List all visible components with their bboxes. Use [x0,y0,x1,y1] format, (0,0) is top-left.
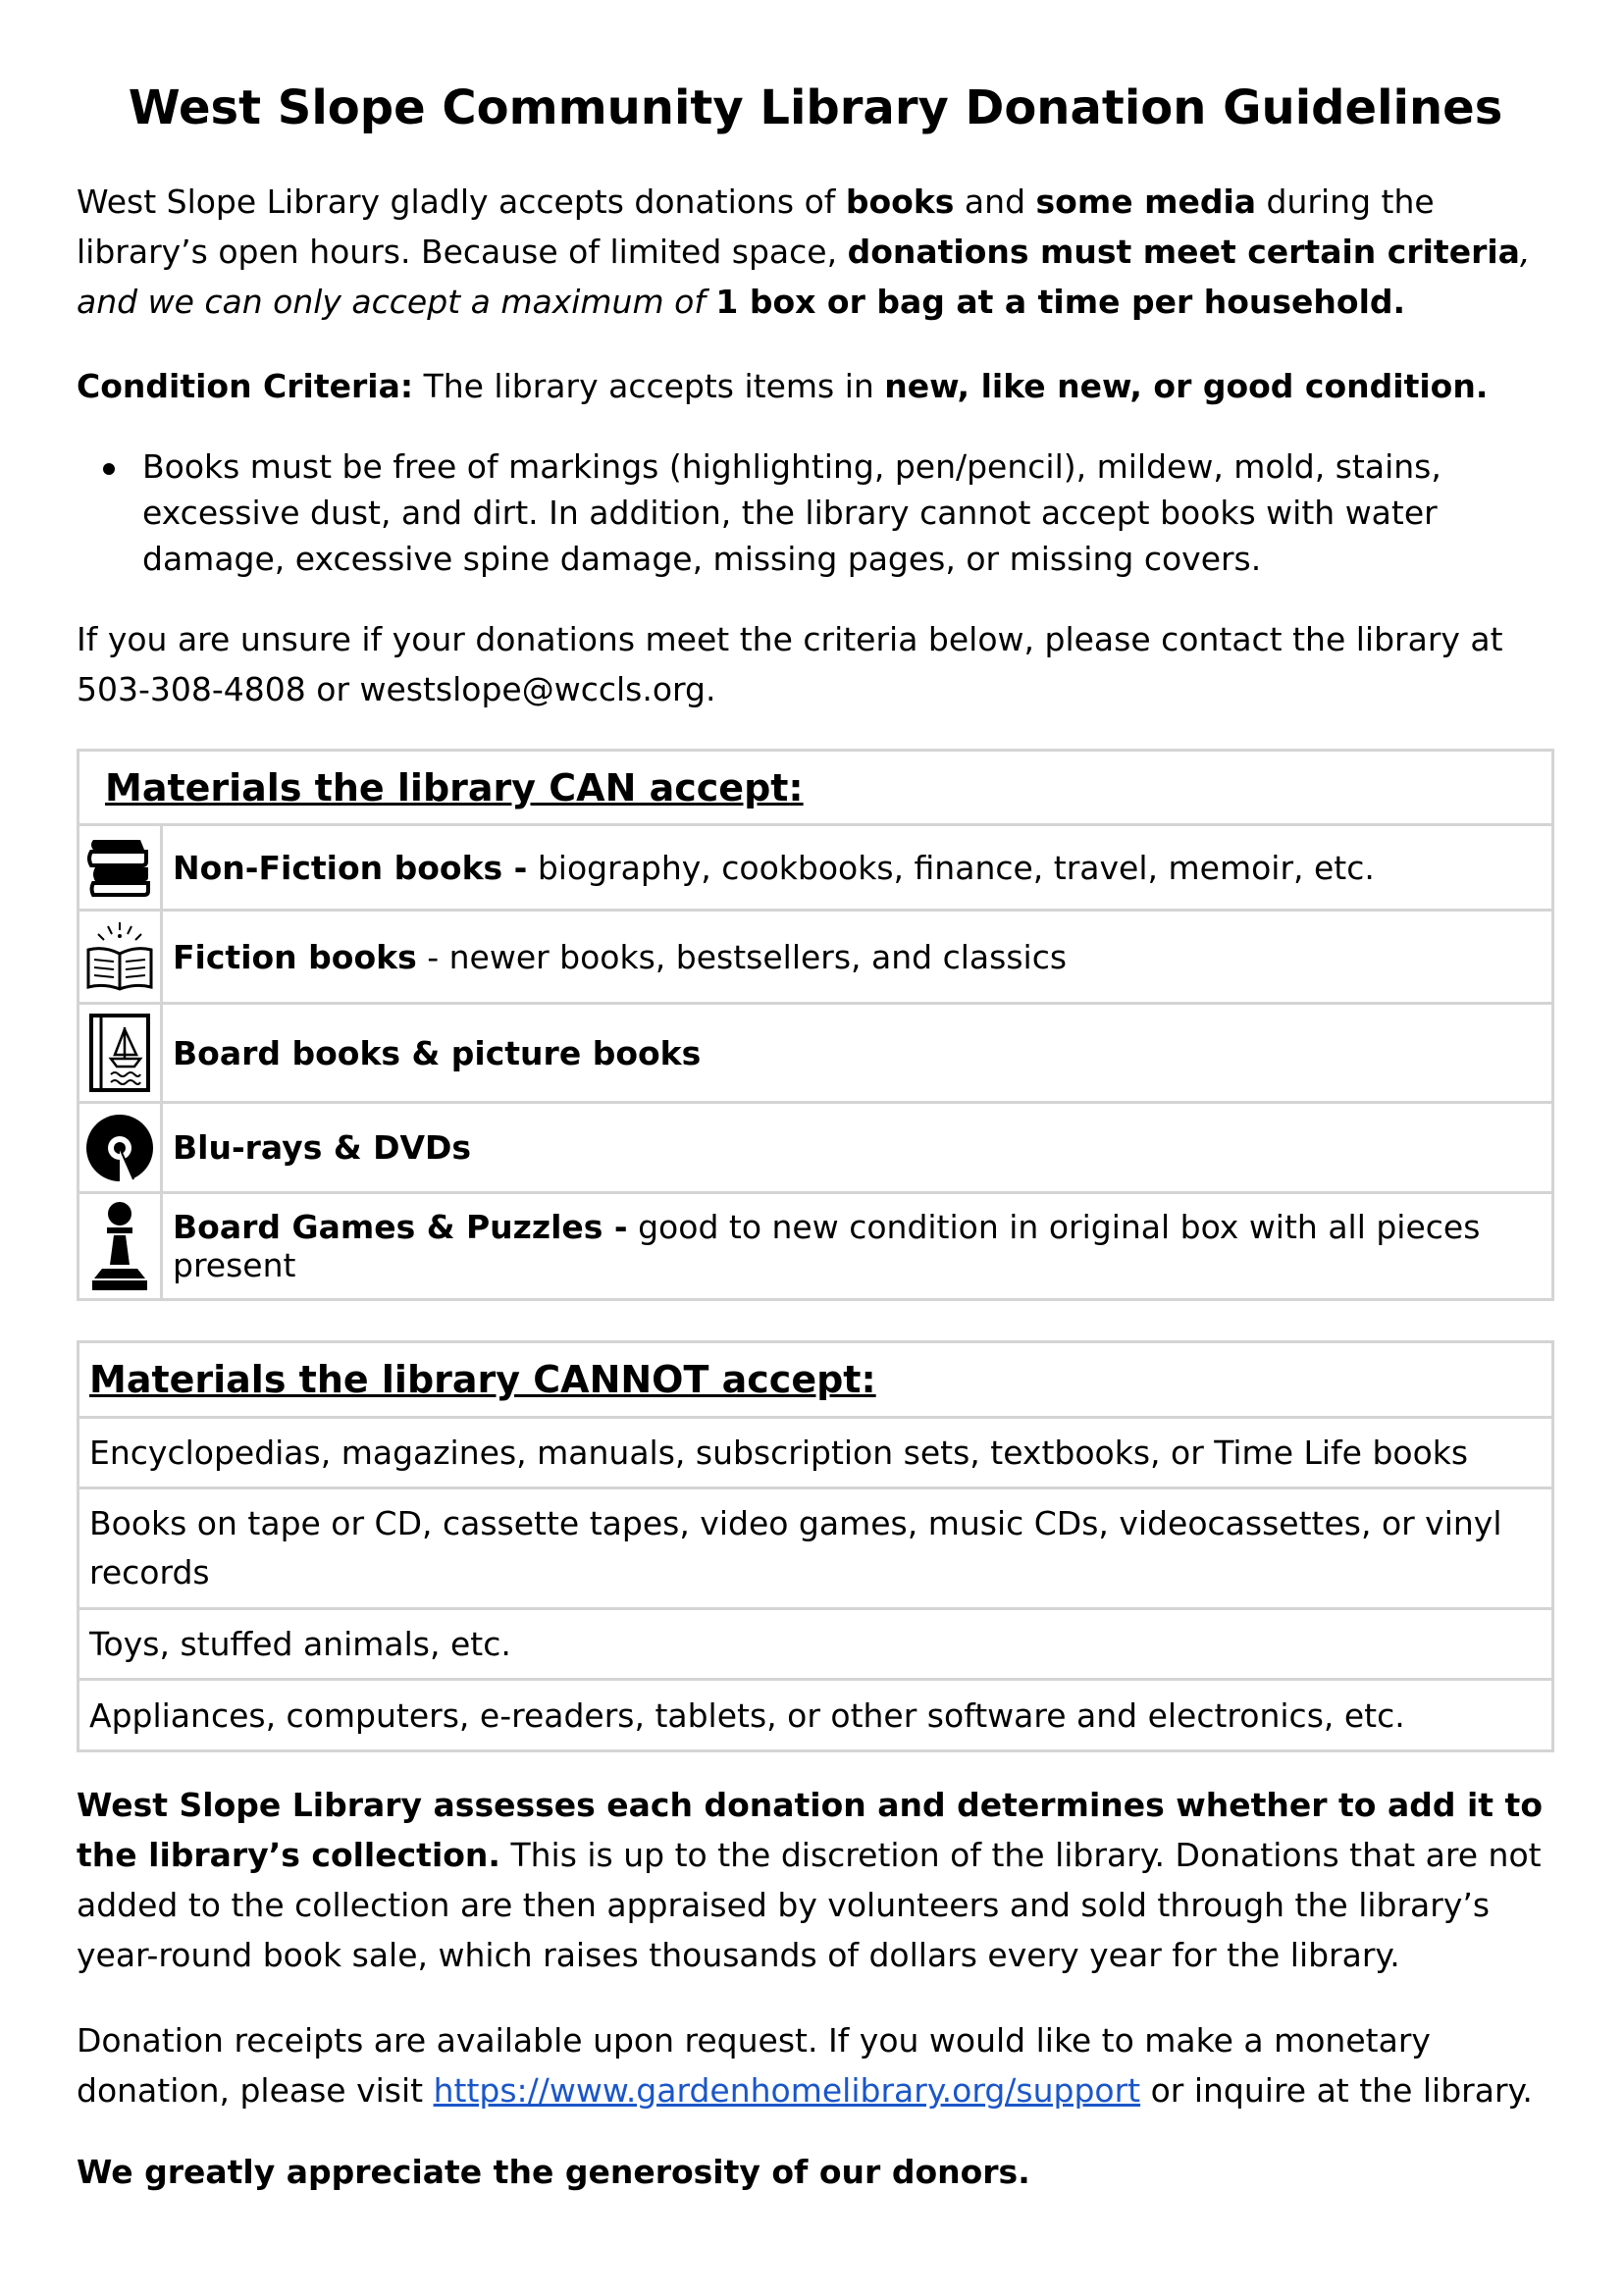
table-row [79,1609,1553,1680]
accept-row-fiction [162,911,1553,1004]
intro-bold-media: some media [1035,183,1257,221]
books-stack-icon [79,825,162,911]
picture-book-icon [79,1004,162,1103]
intro-text-1: West Slope Library gladly accepts donations of [77,183,846,221]
table-row [79,1488,1553,1609]
chess-pawn-icon [79,1193,162,1300]
closing-line [77,2147,1554,2197]
receipts-paragraph [77,2015,1554,2115]
table-row [79,1103,1553,1193]
accept-row-desc: good to new condition in original box with all pieces present [173,1208,1481,1284]
reject-table [77,1340,1554,1752]
accept-row-boardbooks [162,1004,1553,1103]
assessment-bold: West Slope Library assesses each donation and determines whether to add it to the library’s collection. [77,1786,1543,1874]
reject-row: Appliances, computers, e-readers, tablets, or other software and electronics, etc. [79,1680,1553,1751]
accept-row-games [162,1193,1553,1300]
accept-row-desc: - newer books, bestsellers, and classics [416,937,1068,976]
contact-paragraph: If you are unsure if your donations meet the criteria below, please contact the library at 503-308-4808 or westslope@wccls.org. [77,620,1503,708]
table-row [79,1193,1553,1300]
table-row [79,1004,1553,1103]
support-link[interactable]: https://www.gardenhomelibrary.org/support [433,2071,1141,2110]
condition-bold: new, like new, or good condition. [884,367,1489,405]
reject-row: Toys, stuffed animals, etc. [79,1609,1553,1680]
table-row [79,911,1553,1004]
intro-text-2: and [954,183,1036,221]
condition-bullet-list [77,443,1554,582]
intro-paragraph [77,177,1554,327]
accept-row-nonfiction [162,825,1553,911]
accept-row-label: Blu-rays & DVDs [173,1128,472,1167]
intro-bold-limit: 1 box or bag at a time per household. [715,283,1406,321]
accept-row-label: Fiction books [173,937,417,976]
reject-table-header-row [79,1342,1553,1418]
accept-table-heading: Materials the library CAN accept: [79,751,1553,825]
assessment-text: This is up to the discretion of the library. Donations that are not added to the collection are then appraised by volunteers and sold through the library’s year-round book sale, which raises thousands of dollars every year for the library. [77,1836,1542,1974]
condition-text: The library accepts items in [413,367,885,405]
receipts-text-2: or inquire at the library. [1140,2071,1533,2110]
intro-bold-books: books [845,183,955,221]
page-title: West Slope Community Library Donation Guidelines [128,80,1503,135]
accept-table [77,749,1554,1301]
list-item: Books must be free of markings (highlighting, pen/pencil), mildew, mold, stains, excessive dust, and dirt. In addition, the library cannot accept books with water damage, excessive spine damage, missing pages, or missing covers. [77,443,1554,582]
reject-table-heading: Materials the library CANNOT accept: [79,1342,1553,1418]
table-row [79,825,1553,911]
accept-row-label: Board Games & Puzzles - [173,1208,628,1246]
closing-bold: We greatly appreciate the generosity of our donors. [77,2153,1030,2191]
open-book-icon [79,911,162,1004]
accept-row-desc: biography, cookbooks, finance, travel, memoir, etc. [527,848,1375,887]
table-row [79,1418,1553,1488]
intro-bold-criteria: donations must meet certain criteria [847,233,1520,271]
condition-criteria [77,361,1554,411]
accept-table-header-row [79,751,1553,825]
table-row [79,1680,1553,1751]
disc-icon [79,1103,162,1193]
condition-label: Condition Criteria: [77,367,414,405]
accept-row-dvds [162,1103,1553,1193]
receipts-text-1: Donation receipts are available upon request. If you would like to make a monetary donation, please visit [77,2021,1431,2110]
accept-row-label: Non-Fiction books - [173,848,528,887]
reject-row: Encyclopedias, magazines, manuals, subscription sets, textbooks, or Time Life books [79,1418,1553,1488]
reject-row: Books on tape or CD, cassette tapes, video games, music CDs, videocassettes, or vinyl records [79,1488,1553,1609]
intro-text-4: , and we can only accept a maximum of [77,233,1531,321]
accept-row-label: Board books & picture books [173,1033,702,1072]
assessment-paragraph [77,1780,1554,1980]
intro-text-3: during the library’s open hours. Because of limited space, [77,183,1435,271]
